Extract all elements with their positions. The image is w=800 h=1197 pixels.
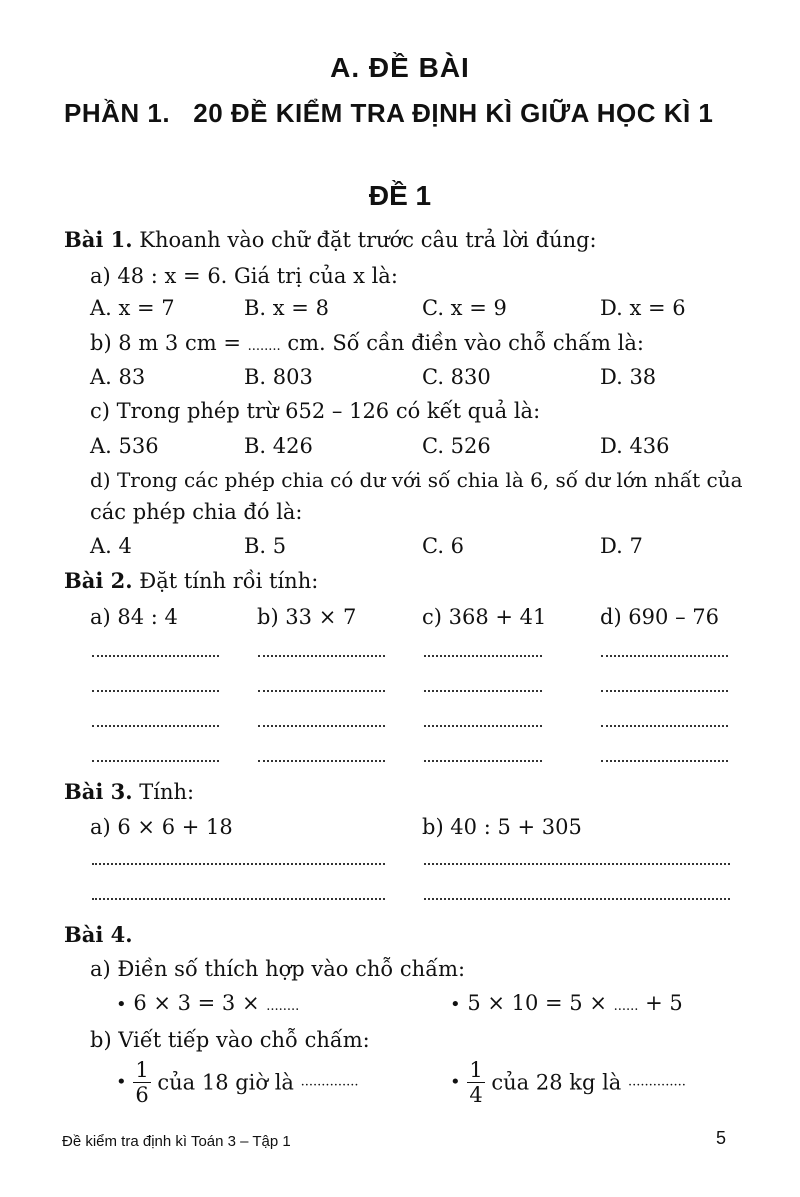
answer-line[interactable] bbox=[92, 863, 385, 865]
answer-line[interactable] bbox=[424, 690, 542, 692]
bai1-b-option: A. 83 bbox=[90, 365, 146, 389]
bai1-d-option: A. 4 bbox=[90, 534, 132, 558]
answer-line[interactable] bbox=[601, 655, 728, 657]
answer-line[interactable] bbox=[424, 725, 542, 727]
fill-blank[interactable]: ...... bbox=[613, 999, 639, 1014]
bullet-icon: • bbox=[450, 1071, 461, 1093]
bai2-item: d) 690 – 76 bbox=[600, 605, 719, 629]
bai1-a-option: B. x = 8 bbox=[244, 296, 329, 320]
bai4-a-item-text: 5 × 10 = 5 × bbox=[467, 991, 614, 1015]
bai3-item: b) 40 : 5 + 305 bbox=[422, 815, 582, 839]
exam-title: ĐỀ 1 bbox=[368, 180, 432, 211]
answer-line[interactable] bbox=[424, 898, 730, 900]
fill-blank[interactable]: .............. bbox=[300, 1074, 359, 1090]
bai1-d-question-line1: d) Trong các phép chia có dư với số chia là 6, số dư lớn nhất của bbox=[90, 468, 743, 492]
bullet-icon: • bbox=[450, 994, 461, 1015]
bai4-label: Bài 4. bbox=[64, 922, 133, 947]
fraction bbox=[467, 1058, 484, 1107]
answer-line[interactable] bbox=[258, 725, 385, 727]
answer-line[interactable] bbox=[258, 690, 385, 692]
page-number: 5 bbox=[716, 1128, 727, 1148]
bai3-label: Bài 3. bbox=[64, 779, 133, 804]
answer-line[interactable] bbox=[92, 655, 219, 657]
bai1-c-option: A. 536 bbox=[90, 434, 159, 458]
bai2-heading bbox=[64, 568, 318, 594]
bai1-d-question-line2: các phép chia đó là: bbox=[90, 500, 303, 524]
fraction-denominator: 6 bbox=[135, 1083, 149, 1107]
answer-line[interactable] bbox=[92, 725, 219, 727]
answer-line[interactable] bbox=[92, 690, 219, 692]
bai4-a-label: a) Điền số thích hợp vào chỗ chấm: bbox=[90, 957, 466, 981]
answer-line[interactable] bbox=[601, 760, 728, 762]
bai3-item: a) 6 × 6 + 18 bbox=[90, 815, 233, 839]
bai1-label: Bài 1. bbox=[64, 227, 133, 252]
bai4-b-label: b) Viết tiếp vào chỗ chấm: bbox=[90, 1028, 370, 1052]
bullet-icon: • bbox=[116, 994, 127, 1015]
bai1-a-option: A. x = 7 bbox=[90, 296, 175, 320]
bai1-b-question bbox=[90, 330, 644, 360]
bai1-c-option: B. 426 bbox=[244, 434, 313, 458]
bai1-a-option: C. x = 9 bbox=[422, 296, 507, 320]
bai1-b-option: C. 830 bbox=[422, 365, 491, 389]
answer-line[interactable] bbox=[424, 655, 542, 657]
fraction-denominator: 4 bbox=[469, 1083, 483, 1107]
bai2-item: c) 368 + 41 bbox=[422, 605, 547, 629]
bai1-d-option: C. 6 bbox=[422, 534, 465, 558]
bai4-b-item-text: của 28 kg là bbox=[484, 1070, 628, 1095]
bai4-a-item-tail: + 5 bbox=[638, 991, 683, 1015]
section-title: A. ĐỀ BÀI bbox=[330, 52, 470, 83]
bai2-item: a) 84 : 4 bbox=[90, 605, 178, 629]
answer-line[interactable] bbox=[92, 760, 219, 762]
bai1-c-option: C. 526 bbox=[422, 434, 491, 458]
bai4-a-item bbox=[116, 990, 299, 1020]
bai1-b-option: B. 803 bbox=[244, 365, 313, 389]
fraction-numerator: 1 bbox=[469, 1058, 483, 1082]
fill-blank[interactable]: .............. bbox=[628, 1074, 686, 1090]
fraction-numerator: 1 bbox=[135, 1058, 149, 1082]
answer-line[interactable] bbox=[424, 760, 542, 762]
bai4-a-item-text: 6 × 3 = 3 × bbox=[133, 991, 267, 1015]
bullet-icon: • bbox=[116, 1071, 127, 1093]
bai1-a-question: a) 48 : x = 6. Giá trị của x là: bbox=[90, 264, 398, 288]
answer-line[interactable] bbox=[424, 863, 730, 865]
answer-line[interactable] bbox=[601, 690, 728, 692]
bai4-a-item bbox=[450, 990, 683, 1020]
answer-line[interactable] bbox=[258, 760, 385, 762]
fill-blank[interactable]: ........ bbox=[266, 999, 300, 1014]
bai1-heading bbox=[64, 227, 597, 253]
bai4-b-item bbox=[116, 1058, 359, 1107]
bai4-b-item-text: của 18 giờ là bbox=[150, 1070, 301, 1095]
bai3-instruction: Tính: bbox=[139, 780, 195, 804]
bai1-d-option: D. 7 bbox=[600, 534, 643, 558]
answer-line[interactable] bbox=[601, 725, 728, 727]
bai3-heading bbox=[64, 779, 194, 805]
bai2-item: b) 33 × 7 bbox=[257, 605, 357, 629]
bai2-label: Bài 2. bbox=[64, 568, 133, 593]
answer-line[interactable] bbox=[258, 655, 385, 657]
footer-title: Đề kiểm tra định kì Toán 3 – Tập 1 bbox=[62, 1133, 291, 1150]
bai1-b-blank: ........ bbox=[247, 339, 281, 354]
bai1-c-option: D. 436 bbox=[600, 434, 670, 458]
bai1-b-option: D. 38 bbox=[600, 365, 657, 389]
bai2-instruction: Đặt tính rồi tính: bbox=[139, 569, 319, 593]
bai1-instruction: Khoanh vào chữ đặt trước câu trả lời đúng: bbox=[139, 228, 597, 252]
answer-line[interactable] bbox=[92, 898, 385, 900]
bai4-b-item bbox=[450, 1058, 686, 1107]
bai1-d-option: B. 5 bbox=[244, 534, 287, 558]
fraction bbox=[133, 1058, 150, 1107]
part-title: PHẦN 1. 20 ĐỀ KIỂM TRA ĐỊNH KÌ GIỮA HỌC KÌ 1 bbox=[64, 98, 714, 128]
bai1-b-question-post: cm. Số cần điền vào chỗ chấm là: bbox=[280, 331, 644, 355]
bai1-b-question-pre: b) 8 m 3 cm = bbox=[90, 331, 248, 355]
bai1-a-option: D. x = 6 bbox=[600, 296, 686, 320]
bai1-c-question: c) Trong phép trừ 652 – 126 có kết quả là: bbox=[90, 399, 541, 423]
